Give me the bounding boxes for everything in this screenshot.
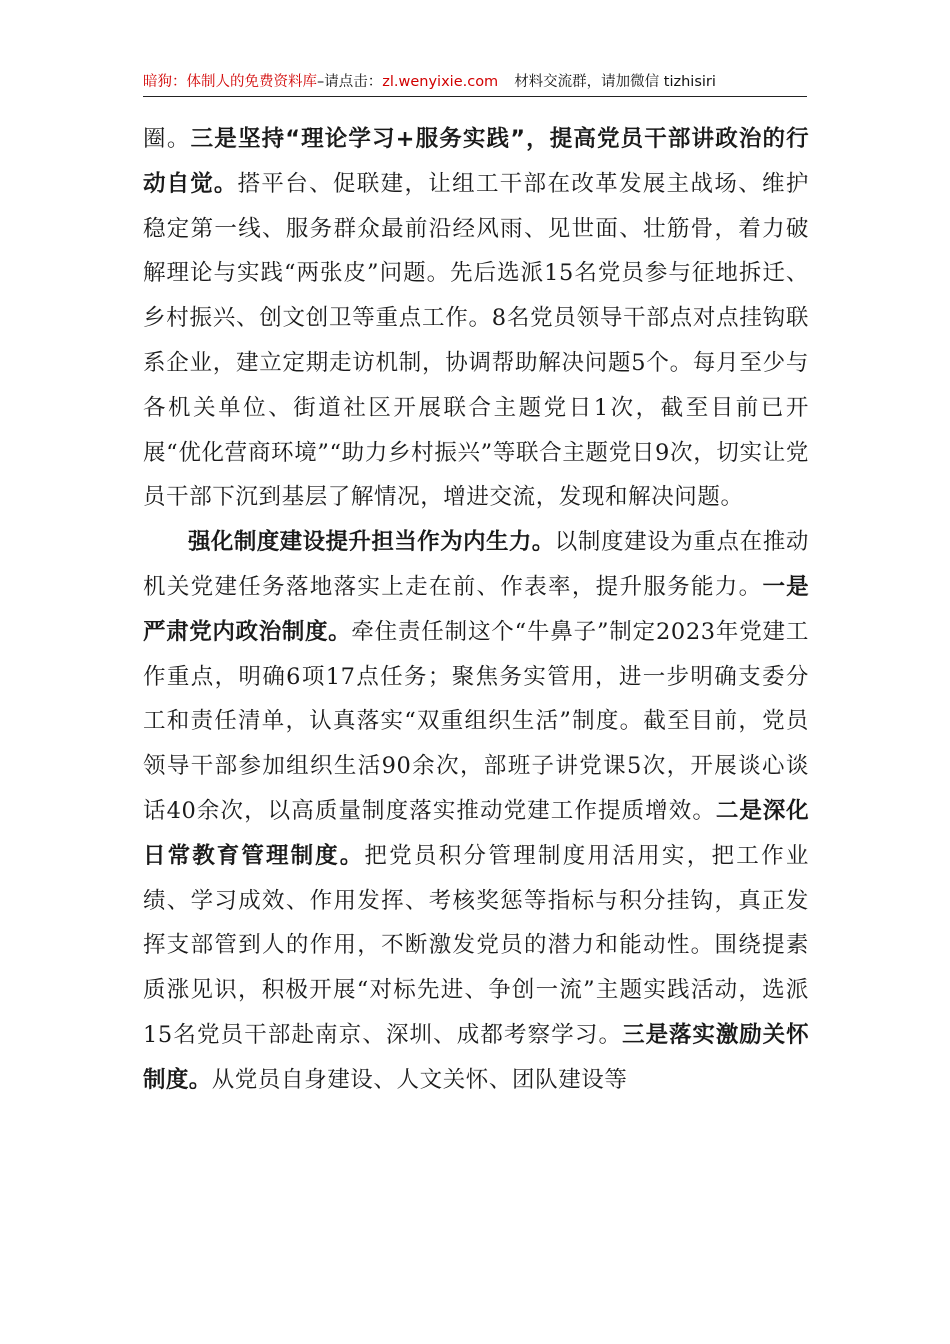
header-click-prompt: –请点击： (317, 74, 383, 90)
p2-seg-3: 牵住责任制这个“牛鼻子”制定2023年党建工作重点，明确6项17点任务；聚焦务实管用，进一步明确支委分工和责任清单，认真落实“双重组织生活”制度。截至目前，党员领导干部参加组织生活90余次，部班子讲党课5次，开展谈心谈话40余次，以高质量制度落实推动党建工作提质增效。 (143, 618, 809, 824)
header-url-link[interactable]: zl.wenyixie.com (382, 74, 499, 90)
p2-seg-5: 把党员积分管理制度用活用实，把工作业绩、学习成效、作用发挥、考核奖惩等指标与积分挂钩，真正发挥支部管到人的作用，不断激发党员的潜力和能动性。围绕提素质涨见识，积极开展“对标先进、争创一流”主题实践活动，选派15名党员干部赴南京、深圳、成都考察学习。 (143, 842, 809, 1048)
document-body (143, 117, 809, 1103)
p2-seg-7: 从党员自身建设、人文关怀、团队建设等 (211, 1066, 628, 1093)
page-header (143, 70, 807, 97)
paragraph-2 (143, 520, 809, 1102)
p2-seg-1: 以制度建设为重点在推动机关党建任务落地落实上走在前、作表率，提升服务能力。 (143, 529, 809, 600)
p2-section-heading: 强化制度建设提升担当作为内生力。 (188, 529, 555, 556)
p2-heading-one: 一是严肃党内政治制度。 (143, 573, 809, 645)
p2-heading-two: 二是深化日常教育管理制度。 (143, 797, 809, 869)
header-wechat-note: 材料交流群，请加微信 tizhisiri (514, 74, 716, 90)
p1-heading-three: 三是坚持“理论学习+服务实践”，提高党员干部讲政治的行动自觉。 (143, 126, 809, 197)
p1-seg-0: 圈。 (143, 126, 191, 152)
paragraph-1 (143, 117, 809, 520)
p2-heading-three: 三是落实激励关怀制度。 (143, 1021, 810, 1093)
p1-seg-2: 搭平台、促联建，让组工干部在改革发展主战场、维护稳定第一线、服务群众最前沿经风雨、见世面、壮筋骨，着力破解理论与实践“两张皮”问题。先后选派15名党员参与征地拆迁、乡村振兴、创文创卫等重点工作。8名党员领导干部点对点挂钩联系企业，建立定期走访机制，协调帮助解决问题5个。每月至少与各机关单位、街道社区开展联合主题党日1次，截至目前已开展“优化营商环境”“助力乡村振兴”等联合主题党日9次，切实让党员干部下沉到基层了解情况，增进交流，发现和解决问题。 (143, 170, 809, 511)
header-brand: 暗狗：体制人的免费资料库 (143, 74, 317, 90)
